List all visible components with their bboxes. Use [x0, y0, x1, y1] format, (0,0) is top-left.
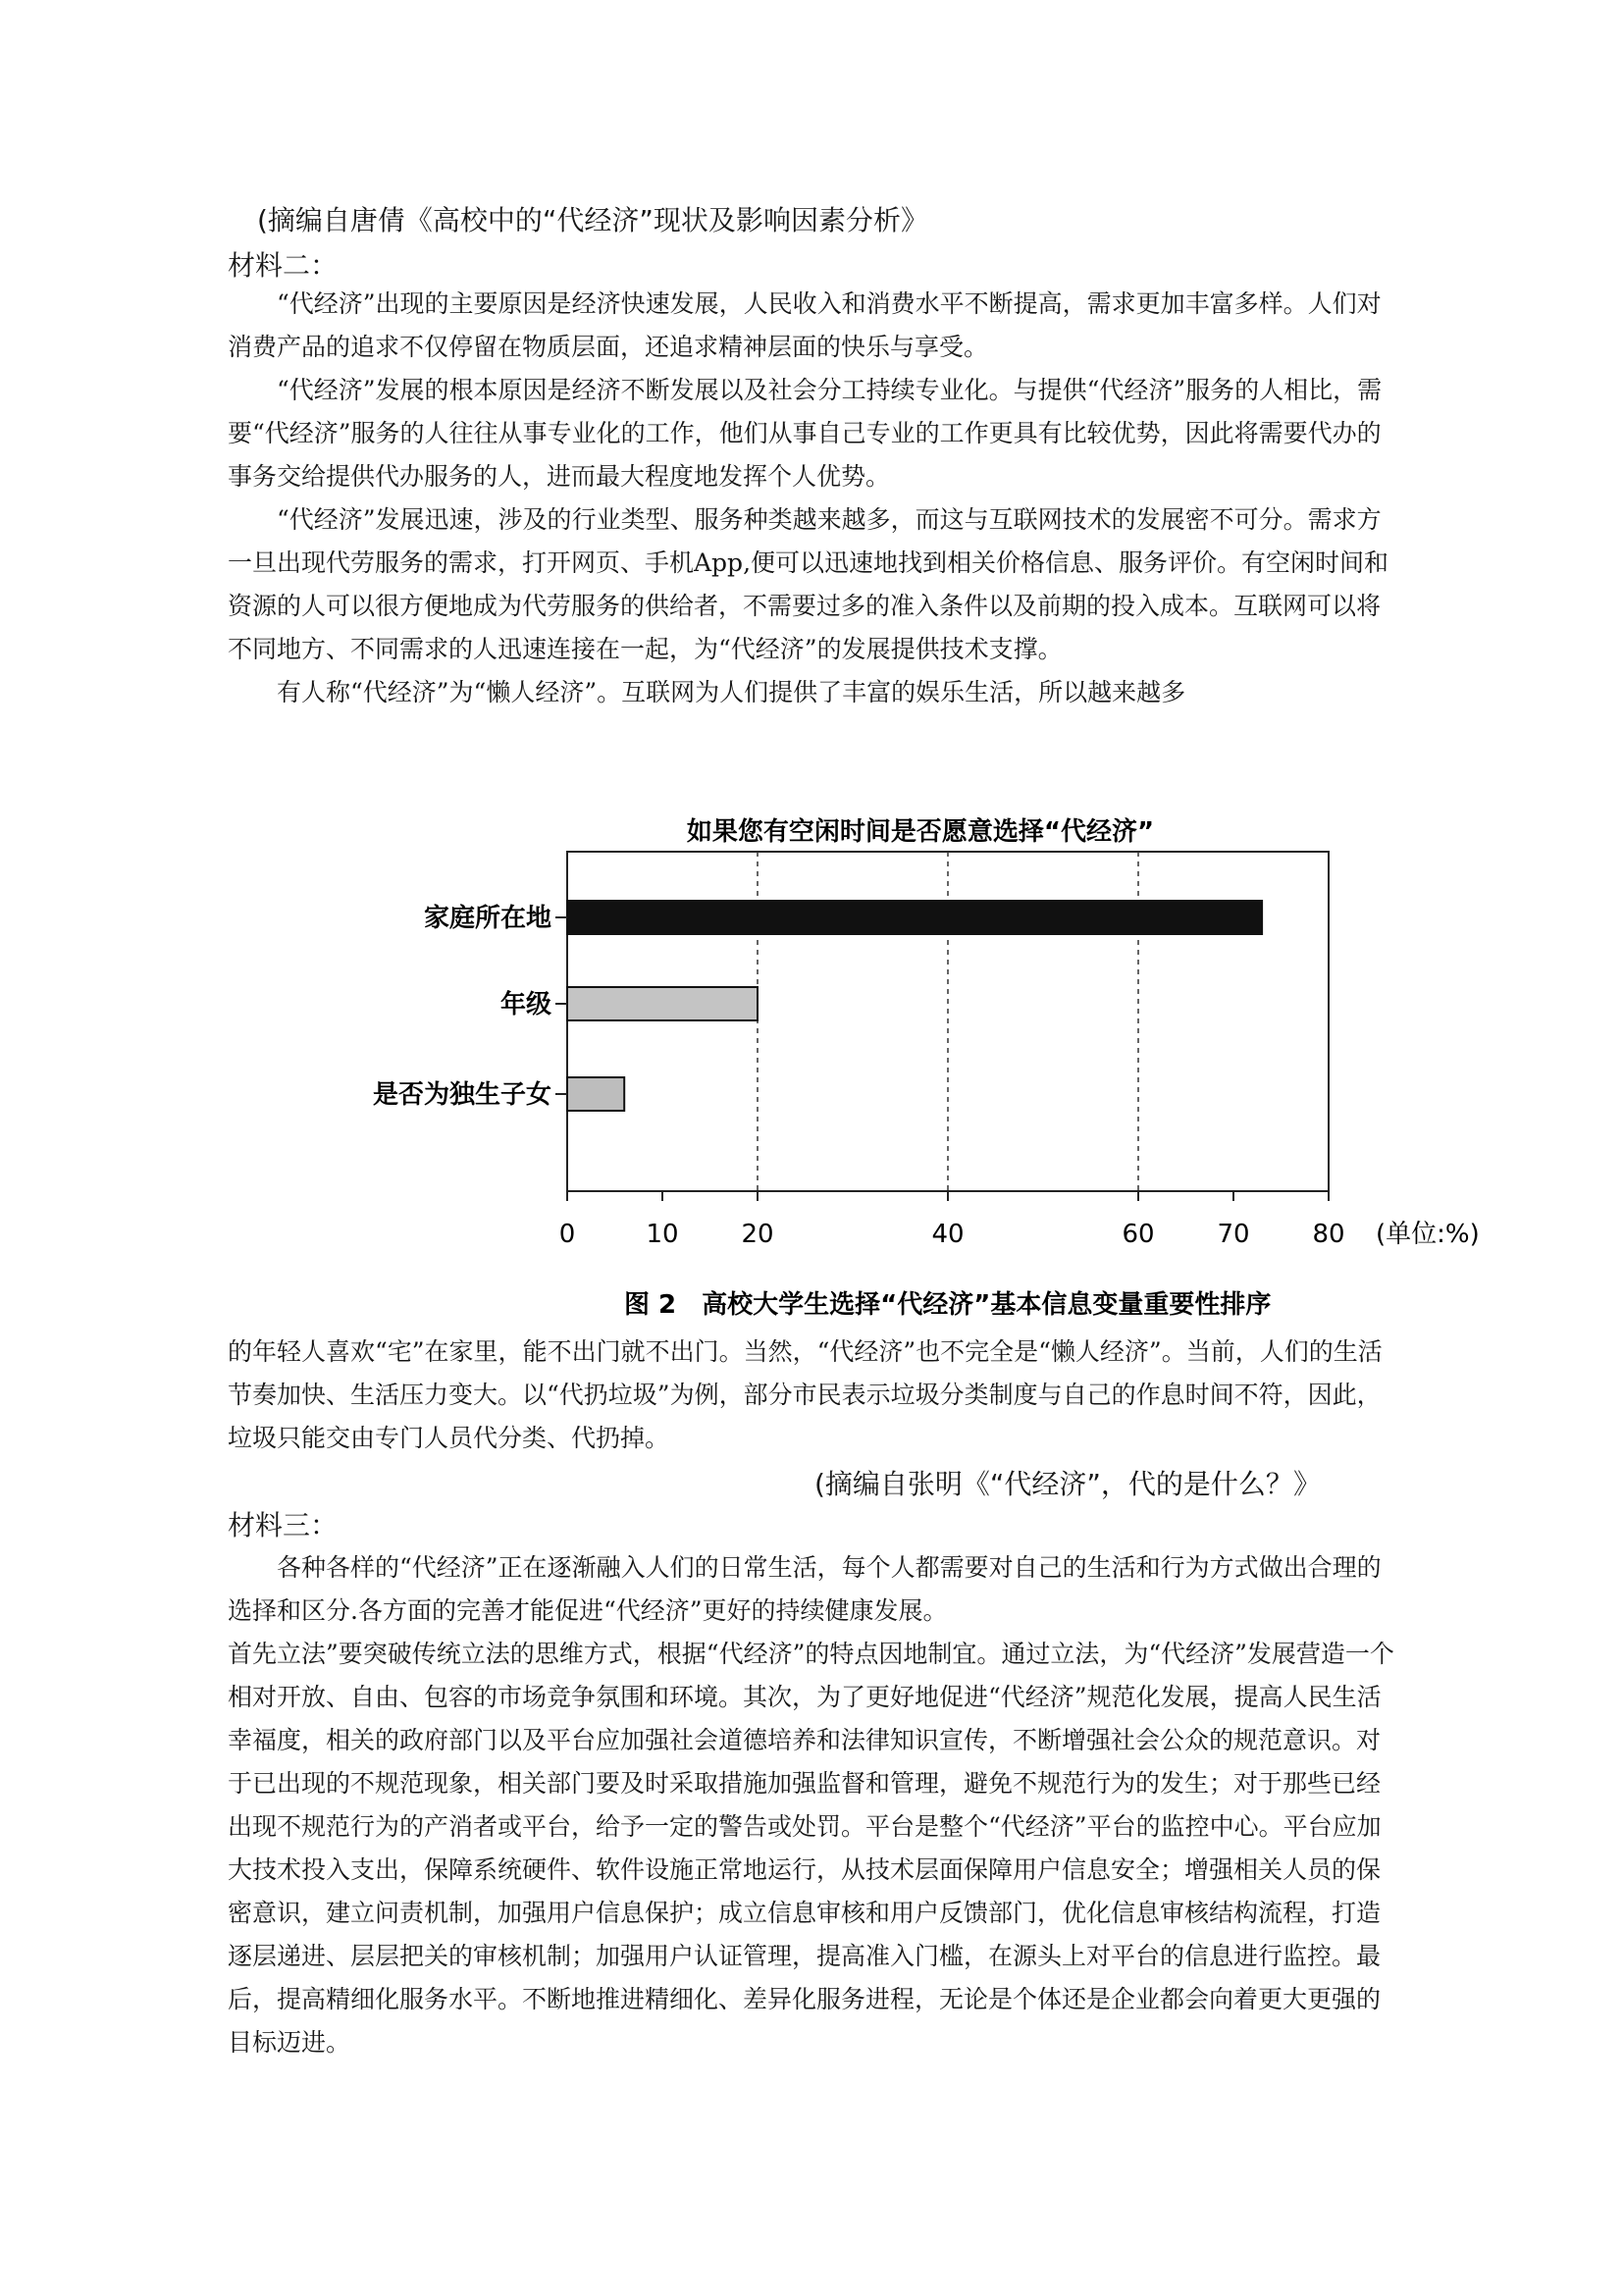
- paragraph: 各种各样的“代经济”正在逐渐融入人们的日常生活，每个人都需要对自己的生活和行为方式做出合理的选择和区分.各方面的完善才能促进“代经济”更好的持续健康发展。: [228, 1553, 1382, 1625]
- paragraph: 的年轻人喜欢“宅”在家里，能不出门就不出门。当然，“代经济”也不完全是“懒人经济”。当前，人们的生活节奏加快、生活压力变大。以“代扔垃圾”为例，部分市民表示垃圾分类制度与自己的作息时间不符，因此，垃圾只能交由专门人员代分类、代扔掉。: [228, 1337, 1383, 1452]
- category-label: 是否为独生子女: [372, 1080, 551, 1110]
- paragraph: “代经济”出现的主要原因是经济快速发展，人民收入和消费水平不断提高，需求更加丰富多样。人们对消费产品的追求不仅停留在物质层面，还追求精神层面的快乐与享受。: [228, 289, 1382, 361]
- material-2-continuation: [228, 1331, 1395, 1460]
- paragraph: 有人称“代经济”为“懒人经济”。互联网为人们提供了丰富的娱乐生活，所以越来越多: [277, 678, 1186, 706]
- category-label: 年级: [499, 990, 551, 1019]
- importance-bar-chart: [294, 805, 1550, 1325]
- figure-caption: 图 2 高校大学生选择“代经济”基本信息变量重要性排序: [624, 1290, 1272, 1320]
- bar-3: [567, 1077, 624, 1111]
- x-tick-label: 60: [1122, 1220, 1155, 1249]
- x-tick-label: 80: [1312, 1220, 1345, 1249]
- material-2-body: [228, 283, 1395, 714]
- paragraph: 首先立法”要突破传统立法的思维方式，根据“代经济”的特点因地制宜。通过立法，为“代经济”发展营造一个相对开放、自由、包容的市场竞争氛围和环境。其次，为了更好地促进“代经济”规范化发展，提高人民生活幸福度，相关的政府部门以及平台应加强社会道德培养和法律知识宣传，不断增强社会公众的规范意识。对于已出现的不规范现象，相关部门要及时采取措施加强监督和管理，避免不规范行为的发生；对于那些已经出现不规范行为的产消者或平台，给予一定的警告或处罚。平台是整个“代经济”平台的监控中心。平台应加大技术投入支出，保障系统硬件、软件设施正常地运行，从技术层面保障用户信息安全；增强相关人员的保密意识，建立问责机制，加强用户信息保护；成立信息审核和用户反馈部门，优化信息审核结构流程，打造逐层递进、层层把关的审核机制；加强用户认证管理，提高准入门槛，在源头上对平台的信息进行监控。最后，提高精细化服务水平。不断地推进精细化、差异化服务进程，无论是个体还是企业都会向着更大更强的目标迈进。: [228, 1640, 1394, 2057]
- source-citation-1: (摘编自唐倩《高校中的“代经济”现状及影响因素分析》: [257, 204, 928, 236]
- axis-unit-label: (单位:%): [1376, 1220, 1480, 1249]
- category-label: 家庭所在地: [423, 904, 551, 933]
- bar-2: [567, 987, 758, 1020]
- paragraph: “代经济”发展迅速，涉及的行业类型、服务种类越来越多，而这与互联网技术的发展密不可分。需求方一旦出现代劳服务的需求，打开网页、手机App,便可以迅速地找到相关价格信息、服务评价。有空闲时间和资源的人可以很方便地成为代劳服务的供给者，不需要过多的准入条件以及前期的投入成本。互联网可以将不同地方、不同需求的人迅速连接在一起，为“代经济”的发展提供技术支撑。: [228, 505, 1389, 663]
- source-citation-2: (摘编自张明《“代经济”，代的是什么？》: [814, 1468, 1321, 1500]
- bar-1: [567, 901, 1262, 934]
- chart-svg: [294, 805, 1550, 1325]
- paragraph: “代经济”发展的根本原因是经济不断发展以及社会分工持续专业化。与提供“代经济”服务的人相比，需要“代经济”服务的人往往从事专业化的工作，他们从事自己专业的工作更具有比较优势，因此将需要代办的事务交给提供代办服务的人，进而最大程度地发挥个人优势。: [228, 376, 1383, 491]
- x-tick-label: 0: [558, 1220, 576, 1249]
- x-tick-label: 10: [646, 1220, 679, 1249]
- material-3-body: [228, 1546, 1395, 2064]
- x-tick-label: 70: [1217, 1220, 1250, 1249]
- chart-title: 如果您有空闲时间是否愿意选择“代经济”: [686, 817, 1155, 847]
- x-tick-label: 40: [931, 1220, 965, 1249]
- material-2-heading: 材料二：: [228, 249, 339, 282]
- x-tick-label: 20: [741, 1220, 774, 1249]
- material-3-heading: 材料三：: [228, 1509, 339, 1541]
